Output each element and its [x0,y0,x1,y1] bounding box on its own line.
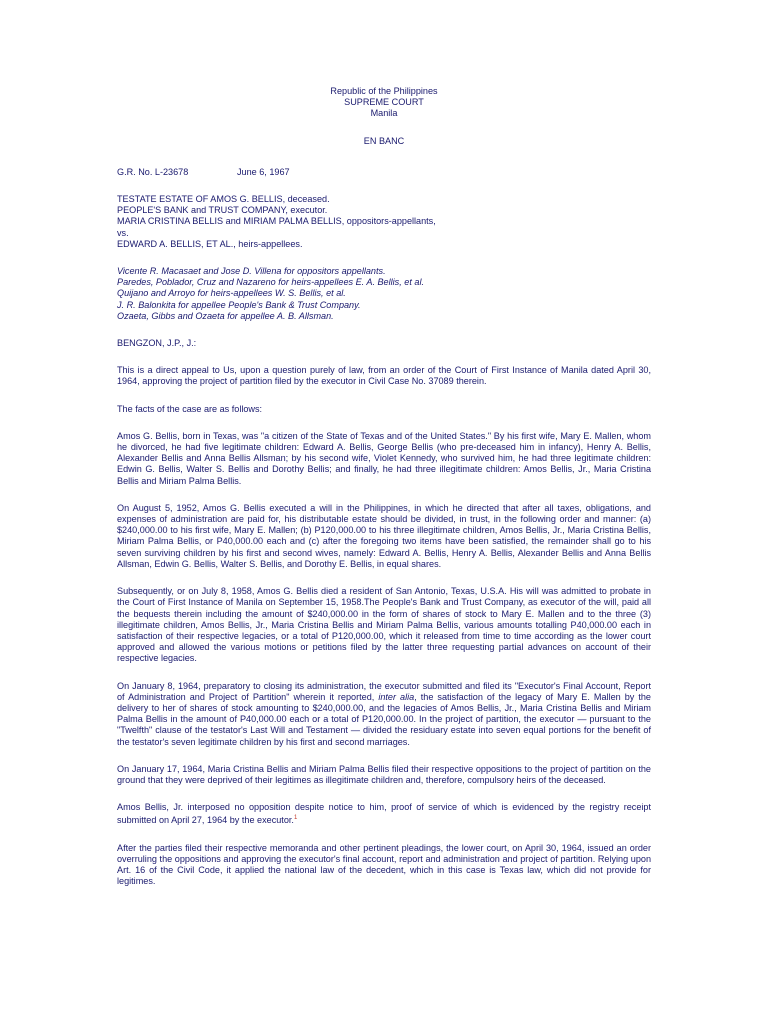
paragraph-text: On January 8, 1964, preparatory to closing its administration, the executor submitted and filed its "Executor's Final Account, Report of Administration and Project of Partition" wherein it reported, [117,680,651,702]
case-title [117,194,651,250]
paragraph: The facts of the case are as follows: [117,403,263,414]
counsel-line: Paredes, Poblador, Cruz and Nazareno for heirs-appellees E. A. Bellis, et al. [117,277,424,288]
paragraph-text: Amos Bellis, Jr. interposed no opposition despite notice to him, proof of service of which is evidenced by the registry receipt submitted on April 27, 1964 by the executor. [117,802,651,826]
ponente: BENGZON, J.P., J.: [117,338,197,349]
footnote-link[interactable]: 1 [293,815,298,822]
paragraph: Subsequently, or on July 8, 1958, Amos G. Bellis died a resident of San Antonio, Texas, U.S.A. His will was admitted to probate in the Court of First Instance of Manila on September 15, 1958.The People's Bank and Trust Company, as executor of the will, paid all the bequests therein including the amount of $240,000.00 in the form of shares of stock to Mary E. Mallen and to the three (3) illegitimate children, Amos Bellis, Jr., Maria Cristina Bellis and Miriam Palma Bellis, various amounts totalling P40,000.00 each in satisfaction of their respective legacies, or a total of P120,000.00, which it released from time to time according as the lower court approved and allowed the various motions or petitions filed by the latter three requesting partial advances on account of their respective legacies. [117,586,651,664]
document-page [117,86,651,887]
court-name: SUPREME COURT [344,97,424,108]
court-header [117,86,651,120]
court-city: Manila [370,108,398,119]
paragraph: On January 17, 1964, Maria Cristina Bellis and Miriam Palma Bellis filed their respective oppositions to the project of partition on the ground that they were deprived of their legitimes as illegitimate children and, therefore, compulsory heirs of the deceased. [117,763,651,785]
paragraph: After the parties filed their respective memoranda and other pertinent pleadings, the lower court, on April 30, 1964, issued an order overruling the oppositions and approving the executor's final account, report and administration and project of partition. Relying upon Art. 16 of the Civil Code, it applied the national law of the decedent, which in this case is Texas law, which did not provide for legitimes. [117,842,651,887]
counsel-line: Quijano and Arroyo for heirs-appellees W. S. Bellis, et al. [117,288,346,299]
paragraph-text: , the satisfaction of the legacy of Mary E. Mallen by the delivery to her of shares of stock amounting to $240,000.00, and the legacies of Amos Bellis, Jr., Maria Cristina Bellis and Miriam Palma Bellis in the amount of P40,000.00 each or a total of P120,000.00. In the project of partition, the executor — pursuant to the "Twelfth" clause of the testator's Last Will and Testament — divided the residuary estate into seven equal portions for the benefit of the testator's seven legitimate children by his first and second marriages. [117,691,651,747]
paragraph: On August 5, 1952, Amos G. Bellis executed a will in the Philippines, in which he directed that after all taxes, obligations, and expenses of administration are paid for, his distributable estate should be divided, in trust, in the following order and manner: (a) $240,000.00 to his first wife, Mary E. Mallen; (b) P120,000.00 to his three illegitimate children, Amos Bellis, Jr., Maria Cristina Bellis, Miriam Palma Bellis, or P40,000.00 each and (c) after the foregoing two items have been satisfied, the remainder shall go to his seven surviving children by his first and second wives, namely: Edward A. Bellis, Henry A. Bellis, Alexander Bellis and Anna Bellis Allsman, Edwin G. Bellis, Walter S. Bellis, and Dorothy E. Bellis, in equal shares. [117,502,651,569]
counsel-list [117,266,651,322]
party-line: TESTATE ESTATE OF AMOS G. BELLIS, deceased. [117,194,330,205]
party-line: EDWARD A. BELLIS, ET AL., heirs-appellees. [117,238,303,249]
division-label: EN BANC [363,135,405,146]
party-line: vs. [117,227,129,238]
paragraph [117,681,651,748]
gr-number: G.R. No. L-23678 [117,166,189,177]
counsel-line: Vicente R. Macasaet and Jose D. Villena for oppositors appellants. [117,266,386,277]
paragraph [117,802,651,826]
paragraph: Amos G. Bellis, born in Texas, was "a citizen of the State of Texas and of the United States." By his first wife, Mary E. Mallen, whom he divorced, he had five legitimate children: Edward A. Bellis, George Bellis (who pre-deceased him in infancy), Henry A. Bellis, Alexander Bellis and Anna Bellis Allsman; by his second wife, Violet Kennedy, who survived him, he had three legitimate children: Edwin G. Bellis, Walter S. Bellis and Dorothy Bellis; and finally, he had three illegitimate children: Amos Bellis, Jr., Maria Cristina Bellis and Miriam Palma Bellis. [117,430,651,486]
italic-phrase: inter alia [378,691,415,702]
republic-line: Republic of the Philippines [330,86,438,96]
party-line: MARIA CRISTINA BELLIS and MIRIAM PALMA BELLIS, oppositors-appellants, [117,216,436,227]
counsel-line: Ozaeta, Gibbs and Ozaeta for appellee A. B. Allsman. [117,310,334,321]
paragraph: This is a direct appeal to Us, upon a question purely of law, from an order of the Court of First Instance of Manila dated April 30, 1964, approving the project of partition filed by the executor in Civil Case No. 37089 therein. [117,365,651,387]
case-number-line [117,167,651,178]
party-line: PEOPLE'S BANK and TRUST COMPANY, executor. [117,205,328,216]
decision-date: June 6, 1967 [237,166,290,177]
counsel-line: J. R. Balonkita for appellee People's Bank & Trust Company. [117,299,361,310]
